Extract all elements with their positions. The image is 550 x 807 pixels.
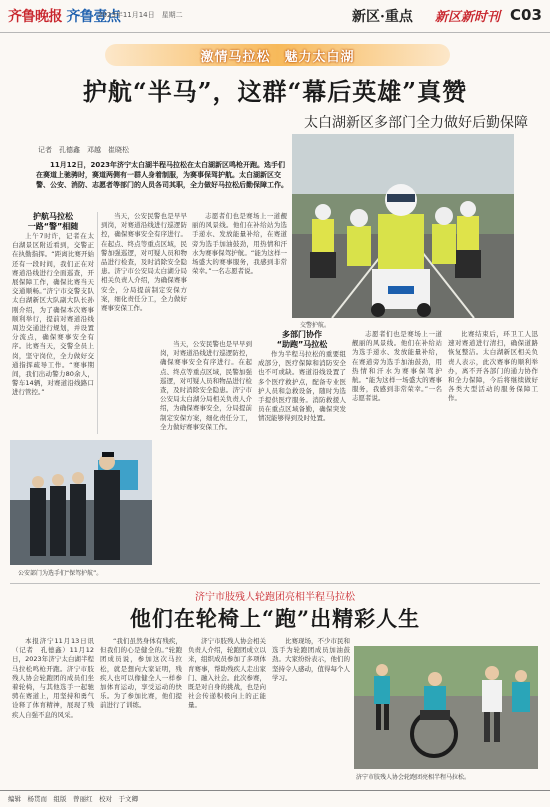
page-header bbox=[0, 0, 550, 33]
article2-column-1 bbox=[12, 637, 94, 785]
article2-column-3 bbox=[188, 637, 266, 785]
masthead-logo-main: 齐鲁晚报 bbox=[8, 9, 62, 25]
article1-column-7 bbox=[448, 330, 538, 578]
article2-column-1-text: 本报济宁11月13日讯（记者 孔德鑫）11月12日，2023年济宁太白湖半程马拉松鸣枪开跑。济宁市肢残人协会轮跑团的成员们坐着轮椅，与其他选手一起驰骋在赛道上，用坚持和勇气诠释了体育精神，展现了残疾人自强不息的风采。 bbox=[12, 637, 94, 719]
section-logo: 新区新时刊 bbox=[435, 10, 501, 25]
traffic-police-illustration bbox=[292, 134, 514, 318]
article1-subtitle-2: 多部门协作 “助跑”马拉松 bbox=[276, 330, 328, 349]
article2-column-2-text: “我们虽然身体有残疾，但我们的心是健全的。”轮跑团成员说，参加这次马拉松，就是想向大家证明，残疾人也可以像健全人一样参加体育运动，享受运动的快乐。为了参加比赛，他们提前进行了训练。 bbox=[100, 637, 182, 710]
article1-column-5 bbox=[258, 330, 346, 578]
wheelchair-runners-photo-caption: 济宁市肢残人协会轮跑团亮相半程马拉松。 bbox=[356, 774, 471, 781]
traffic-police-photo bbox=[292, 134, 514, 318]
police-officers-photo bbox=[10, 440, 152, 565]
page-footer bbox=[0, 790, 550, 807]
article1-byline: 记者 孔德鑫 邓越 崔晓松 bbox=[38, 146, 129, 154]
page-footer-credits: 编辑 杨贯而 组版 曾丽红 校对 于文卿 bbox=[8, 795, 138, 803]
article1-column-2-text: 当天，公安民警也是早早到岗，对赛道沿线进行巡逻防控，确保赛事安全有序进行。在起点、终点等重点区域，民警加强巡逻，对可疑人员和物品进行检查，及时消除安全隐患。济宁市公安局太白湖分局相关负责人介绍，为确保赛事安全，分局提前制定安保方案，细化责任分工，全力做好赛事安保工作。 bbox=[101, 212, 187, 313]
article2-column-3-text: 济宁市肢残人协会相关负责人介绍，轮跑团成立以来，组织成员参加了多项体育赛事，帮助残疾人走出家门、融入社会。此次参赛，既是对自身的挑战，也是向社会传递积极向上的正能量。 bbox=[188, 637, 266, 710]
article1-column-3-text: 志愿者们也是赛场上一道靓丽的风景线。他们在补给站为选手递水、发放能量补给，在赛道旁为选手加油鼓劲，用热情和汗水为赛事保驾护航。“能为这样一场盛大的赛事服务，我感到非常荣幸。”一名志愿者说。 bbox=[192, 212, 287, 276]
issue-date: 2023年11月14日 星期二 bbox=[98, 11, 183, 19]
column-rule bbox=[97, 212, 98, 434]
article1-column-7-text: 比赛结束后，环卫工人迅速对赛道进行清扫，确保道路恢复整洁。太白湖新区相关负责人表示，此次赛事的顺利举办，离不开各部门的通力协作和全力保障，今后将继续做好各类大型活动的服务保障工作。 bbox=[448, 330, 538, 403]
page-number: C03 bbox=[510, 6, 542, 24]
wheelchair-runners-photo bbox=[354, 646, 538, 769]
article1-headline: 护航“半马”，这群“幕后英雄”真赞 bbox=[82, 77, 468, 106]
article2-column-4 bbox=[272, 637, 350, 785]
article1-subtitle-1: 护航马拉松 一路“警”相随 bbox=[27, 212, 79, 231]
article1-column-4 bbox=[160, 340, 252, 578]
article1-subheadline: 太白湖新区多部门全力做好后勤保障 bbox=[304, 115, 528, 131]
police-officers-photo-caption: 公安部门为选手们“保驾护航”。 bbox=[18, 570, 103, 577]
article1-column-5-text: 作为半程马拉松的重要组成部分，医疗保障和消防安全也不可或缺。赛道沿线设置了多个医疗救护点，配备专业医护人员和急救设备，随时为选手提供医疗服务。消防救援人员在重点区域备勤，确保突发情况能够得到及时处置。 bbox=[258, 350, 346, 423]
article1-column-1-text: 上午7时许，记者在太白湖景区附近看到，交警正在执勤指挥。“距离比赛开始还有一段时间，我们正在对赛道沿线进行全面巡查，开展保障工作，确保比赛当天交通顺畅。”济宁市交警支队太白湖新区大队副大队长孙刚介绍，为了确保本次赛事顺利举行，提前对赛道沿线周边交通进行规划，并设置分流点，确保赛事安全有序。比赛当天，交警全员上岗，坚守岗位，全力做好交通指挥疏导工作。“赛事期间，我们出动警力80余人，警车14辆，对赛道沿线路口进行管控。” bbox=[12, 232, 94, 397]
article1-column-4-text: 当天，公安民警也是早早到岗，对赛道沿线进行巡逻防控，确保赛事安全有序进行。在起点、终点等重点区域，民警加强巡逻，对可疑人员和物品进行检查，及时消除安全隐患。济宁市公安局太白湖分局相关负责人介绍，为确保赛事安全，分局提前制定安保方案，细化责任分工，全力做好赛事安保工作。 bbox=[160, 340, 252, 431]
article-divider bbox=[10, 583, 540, 584]
article2-column-4-text: 比赛现场，不少市民和选手为轮跑团成员加油鼓劲。大家纷纷表示，他们的坚持令人感动，值得每个人学习。 bbox=[272, 637, 350, 682]
section-name: 新区·重点 bbox=[352, 9, 413, 25]
police-officers-illustration bbox=[10, 440, 152, 565]
article1-column-1 bbox=[12, 212, 94, 434]
traffic-police-photo-caption: 交警护航。 bbox=[300, 322, 331, 329]
article2-headline: 他们在轮椅上“跑”出精彩人生 bbox=[129, 606, 421, 631]
wheelchair-runners-illustration bbox=[354, 646, 538, 769]
article2-kicker: 济宁市肢残人轮跑团亮相半程马拉松 bbox=[195, 592, 355, 603]
article1-column-6 bbox=[352, 330, 442, 578]
masthead-logo-sub: 齐鲁壹点 bbox=[66, 9, 121, 25]
event-banner-text: 激情马拉松 魅力太白湖 bbox=[200, 49, 355, 65]
article1-lead: 11月12日，2023年济宁太白湖半程马拉松在太白湖新区鸣枪开跑。选手们在赛道上驰骋时，赛道两侧有一群人身着制服，为赛事保驾护航。太白湖新区交警、公安、消防、志愿者等部门的人员各司其职，全力做好马拉松后勤保障工作。 bbox=[36, 161, 288, 189]
article1-column-6-text: 志愿者们也是赛场上一道靓丽的风景线。他们在补给站为选手递水、发放能量补给，在赛道旁为选手加油鼓劲，用热情和汗水为赛事保驾护航。“能为这样一场盛大的赛事服务，我感到非常荣幸。”一名志愿者说。 bbox=[352, 330, 442, 403]
article2-column-2 bbox=[100, 637, 182, 785]
event-banner bbox=[105, 44, 450, 66]
